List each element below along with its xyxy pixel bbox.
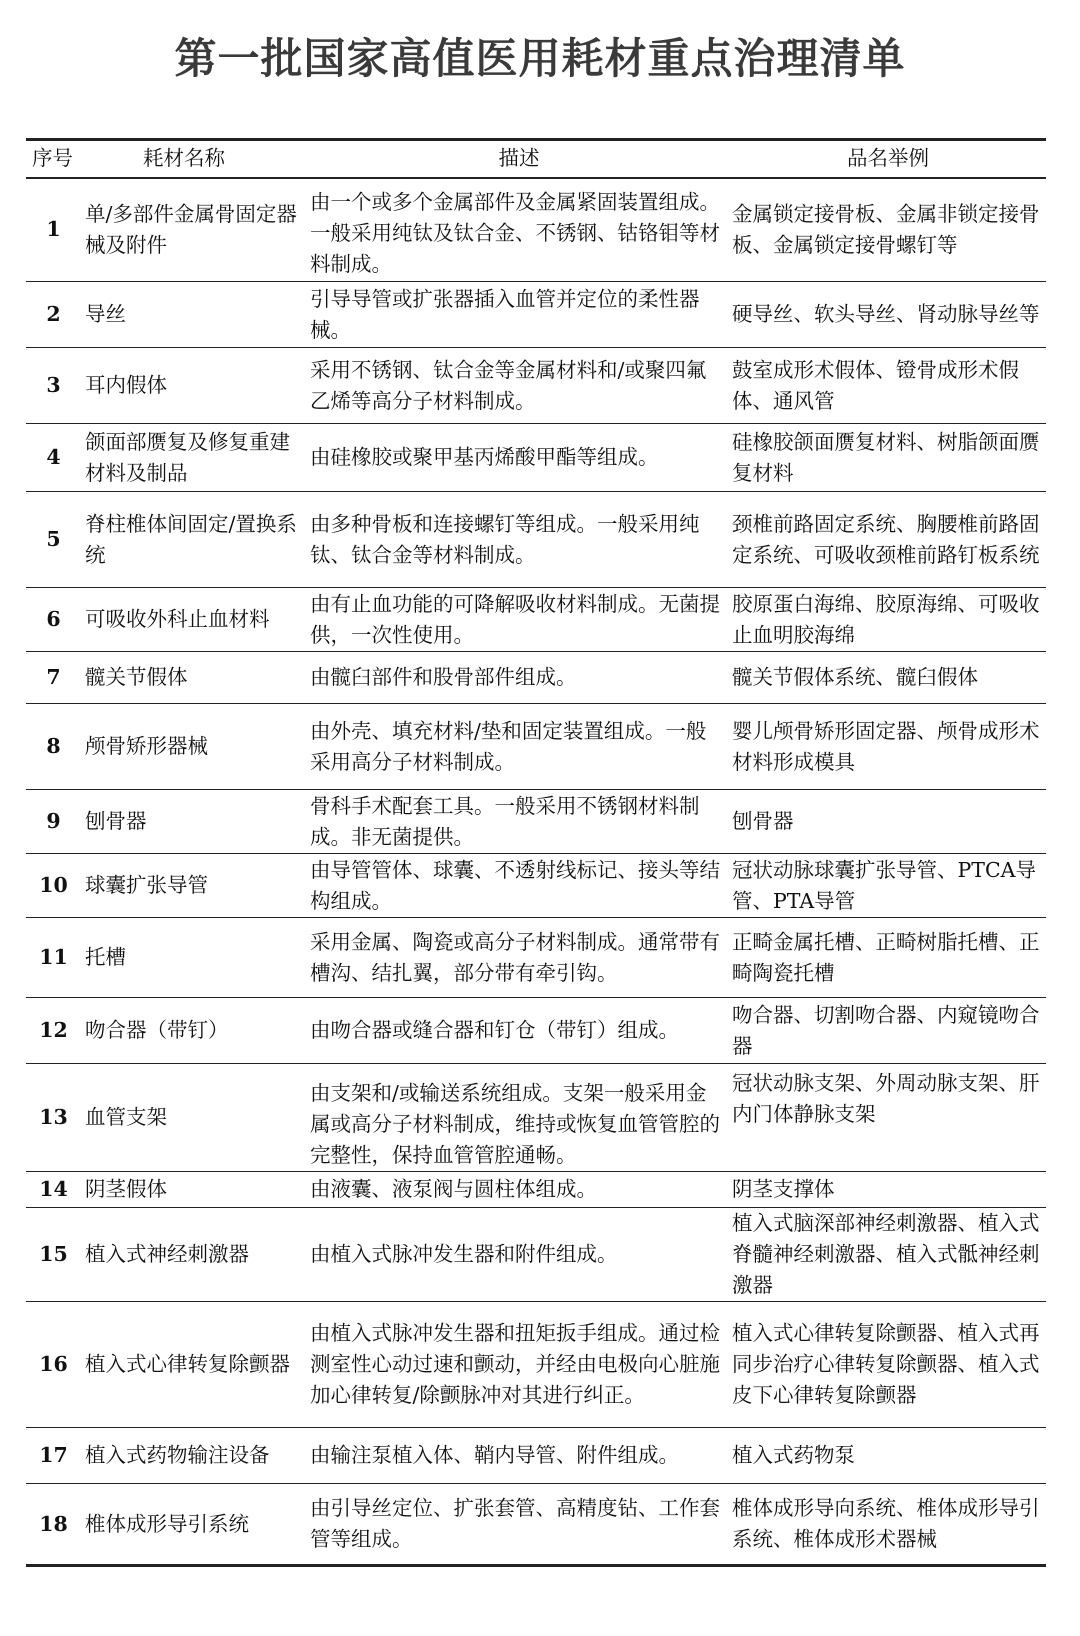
table-row — [26, 282, 1046, 348]
row-examples: 植入式脑深部神经刺激器、植入式脊髓神经刺激器、植入式骶神经刺激器 — [732, 1211, 1040, 1297]
table-row — [26, 1484, 1046, 1566]
row-description: 由外壳、填充材料/垫和固定装置组成。一般采用高分子材料制成。 — [310, 718, 707, 774]
row-name: 刨骨器 — [85, 809, 147, 833]
row-examples: 椎体成形导向系统、椎体成形导引系统、椎体成形术器械 — [732, 1496, 1040, 1551]
table-row — [26, 1064, 1046, 1172]
header-index: 序号 — [32, 146, 73, 171]
row-name: 单/多部件金属骨固定器械及附件 — [85, 201, 297, 257]
table-row — [26, 998, 1046, 1064]
row-examples: 刨骨器 — [732, 809, 794, 833]
row-examples: 胶原蛋白海绵、胶原海绵、可吸收止血明胶海绵 — [732, 591, 1040, 647]
table-row — [26, 790, 1046, 854]
row-index: 6 — [46, 607, 61, 631]
header-name: 耗材名称 — [143, 146, 225, 171]
row-description: 由液囊、液泵阀与圆柱体组成。 — [310, 1177, 597, 1201]
table-row — [26, 854, 1046, 918]
row-name: 可吸收外科止血材料 — [85, 607, 270, 631]
table-row — [26, 424, 1046, 492]
row-description: 由输注泵植入体、鞘内导管、附件组成。 — [310, 1443, 679, 1467]
row-index: 5 — [46, 527, 61, 551]
table-body — [26, 178, 1046, 1566]
row-examples: 金属锁定接骨板、金属非锁定接骨板、金属锁定接骨螺钉等 — [732, 201, 1040, 257]
row-name: 颅骨矫形器械 — [85, 734, 208, 758]
row-name: 托槽 — [85, 945, 126, 969]
row-index: 16 — [39, 1352, 68, 1376]
row-index: 1 — [46, 217, 61, 242]
row-name: 吻合器（带钉） — [85, 1018, 229, 1042]
row-description: 由吻合器或缝合器和钉仓（带钉）组成。 — [310, 1018, 679, 1042]
row-examples: 植入式心律转复除颤器、植入式再同步治疗心律转复除颤器、植入式皮下心律转复除颤器 — [732, 1321, 1040, 1407]
row-description: 由导管管体、球囊、不透射线标记、接头等结构组成。 — [310, 857, 720, 913]
table-row — [26, 1208, 1046, 1302]
row-examples: 植入式药物泵 — [732, 1443, 855, 1467]
row-description: 由髋臼部件和股骨部件组成。 — [310, 665, 577, 689]
consumables-table — [26, 138, 1046, 1567]
row-description: 采用不锈钢、钛合金等金属材料和/或聚四氟乙烯等高分子材料制成。 — [310, 357, 707, 413]
table-row — [26, 704, 1046, 790]
row-description: 采用金属、陶瓷或高分子材料制成。通常带有槽沟、结扎翼，部分带有牵引钩。 — [310, 929, 720, 985]
row-description: 由植入式脉冲发生器和扭矩扳手组成。通过检测室性心动过速和颤动，并经由电极向心脏施加心律转复/除颤脉冲对其进行纠正。 — [310, 1321, 720, 1407]
table-header — [26, 140, 1046, 178]
row-index: 9 — [46, 809, 61, 833]
table-row — [26, 652, 1046, 704]
table-row — [26, 178, 1046, 282]
row-examples: 髋关节假体系统、髋臼假体 — [732, 665, 978, 689]
row-description: 由引导丝定位、扩张套管、高精度钻、工作套管等组成。 — [310, 1496, 720, 1551]
row-examples: 阴茎支撑体 — [732, 1177, 835, 1201]
row-index: 10 — [39, 873, 68, 897]
row-examples: 冠状动脉球囊扩张导管、PTCA导管、PTA导管 — [732, 857, 1036, 913]
table-row — [26, 918, 1046, 998]
row-examples: 鼓室成形术假体、镫骨成形术假体、通风管 — [732, 357, 1019, 413]
row-name: 植入式药物输注设备 — [85, 1443, 270, 1467]
row-name: 耳内假体 — [85, 373, 167, 397]
header-description: 描述 — [498, 146, 540, 171]
row-description: 由一个或多个金属部件及金属紧固装置组成。一般采用纯钛及钛合金、不锈钢、钴铬钼等材料制成。 — [310, 190, 720, 277]
table-row — [26, 588, 1046, 652]
row-name: 球囊扩张导管 — [85, 873, 208, 897]
page-title: 第一批国家高值医用耗材重点治理清单 — [174, 34, 906, 83]
row-examples: 吻合器、切割吻合器、内窥镜吻合器 — [732, 1002, 1040, 1058]
header-row — [26, 140, 1046, 178]
row-index: 14 — [39, 1177, 68, 1201]
header-examples: 品名举例 — [847, 146, 929, 171]
row-description: 由支架和/或输送系统组成。支架一般采用金属或高分子材料制成，维持或恢复血管管腔的完整性，保持血管管腔通畅。 — [310, 1081, 720, 1167]
table-row — [26, 1302, 1046, 1428]
row-index: 17 — [39, 1443, 68, 1467]
row-index: 18 — [39, 1511, 68, 1536]
row-index: 4 — [46, 445, 61, 469]
row-name: 脊柱椎体间固定/置换系统 — [85, 511, 297, 567]
table-row — [26, 348, 1046, 424]
row-name: 植入式心律转复除颤器 — [85, 1352, 290, 1376]
row-index: 2 — [46, 302, 61, 326]
row-index: 15 — [39, 1242, 68, 1266]
row-description: 骨科手术配套工具。一般采用不锈钢材料制成。非无菌提供。 — [310, 793, 700, 849]
row-index: 13 — [39, 1105, 68, 1129]
row-index: 3 — [46, 373, 61, 397]
row-index: 11 — [39, 945, 68, 969]
row-name: 椎体成形导引系统 — [85, 1511, 249, 1536]
row-examples: 婴儿颅骨矫形固定器、颅骨成形术材料形成模具 — [732, 718, 1040, 774]
row-name: 血管支架 — [85, 1105, 167, 1129]
row-description: 由植入式脉冲发生器和附件组成。 — [310, 1242, 618, 1266]
row-examples: 冠状动脉支架、外周动脉支架、肝内门体静脉支架 — [732, 1071, 1040, 1126]
row-description: 由多种骨板和连接螺钉等组成。一般采用纯钛、钛合金等材料制成。 — [310, 511, 700, 567]
row-examples: 硅橡胶颌面赝复材料、树脂颌面赝复材料 — [732, 429, 1040, 485]
row-name: 导丝 — [85, 302, 126, 326]
row-name: 髋关节假体 — [85, 665, 188, 689]
row-description: 由硅橡胶或聚甲基丙烯酸甲酯等组成。 — [310, 445, 659, 469]
row-index: 7 — [46, 665, 61, 689]
row-index: 8 — [46, 734, 61, 758]
row-examples: 硬导丝、软头导丝、肾动脉导丝等 — [732, 302, 1040, 326]
row-examples: 正畸金属托槽、正畸树脂托槽、正畸陶瓷托槽 — [732, 929, 1040, 985]
table-row — [26, 1172, 1046, 1208]
table-row — [26, 492, 1046, 588]
row-description: 由有止血功能的可降解吸收材料制成。无菌提供，一次性使用。 — [310, 591, 720, 647]
row-name: 植入式神经刺激器 — [85, 1242, 249, 1266]
row-index: 12 — [39, 1018, 68, 1042]
row-name: 颌面部赝复及修复重建材料及制品 — [85, 429, 290, 485]
row-description: 引导导管或扩张器插入血管并定位的柔性器械。 — [310, 286, 700, 342]
table-row — [26, 1428, 1046, 1484]
row-name: 阴茎假体 — [85, 1177, 167, 1201]
row-examples: 颈椎前路固定系统、胸腰椎前路固定系统、可吸收颈椎前路钉板系统 — [732, 511, 1040, 567]
